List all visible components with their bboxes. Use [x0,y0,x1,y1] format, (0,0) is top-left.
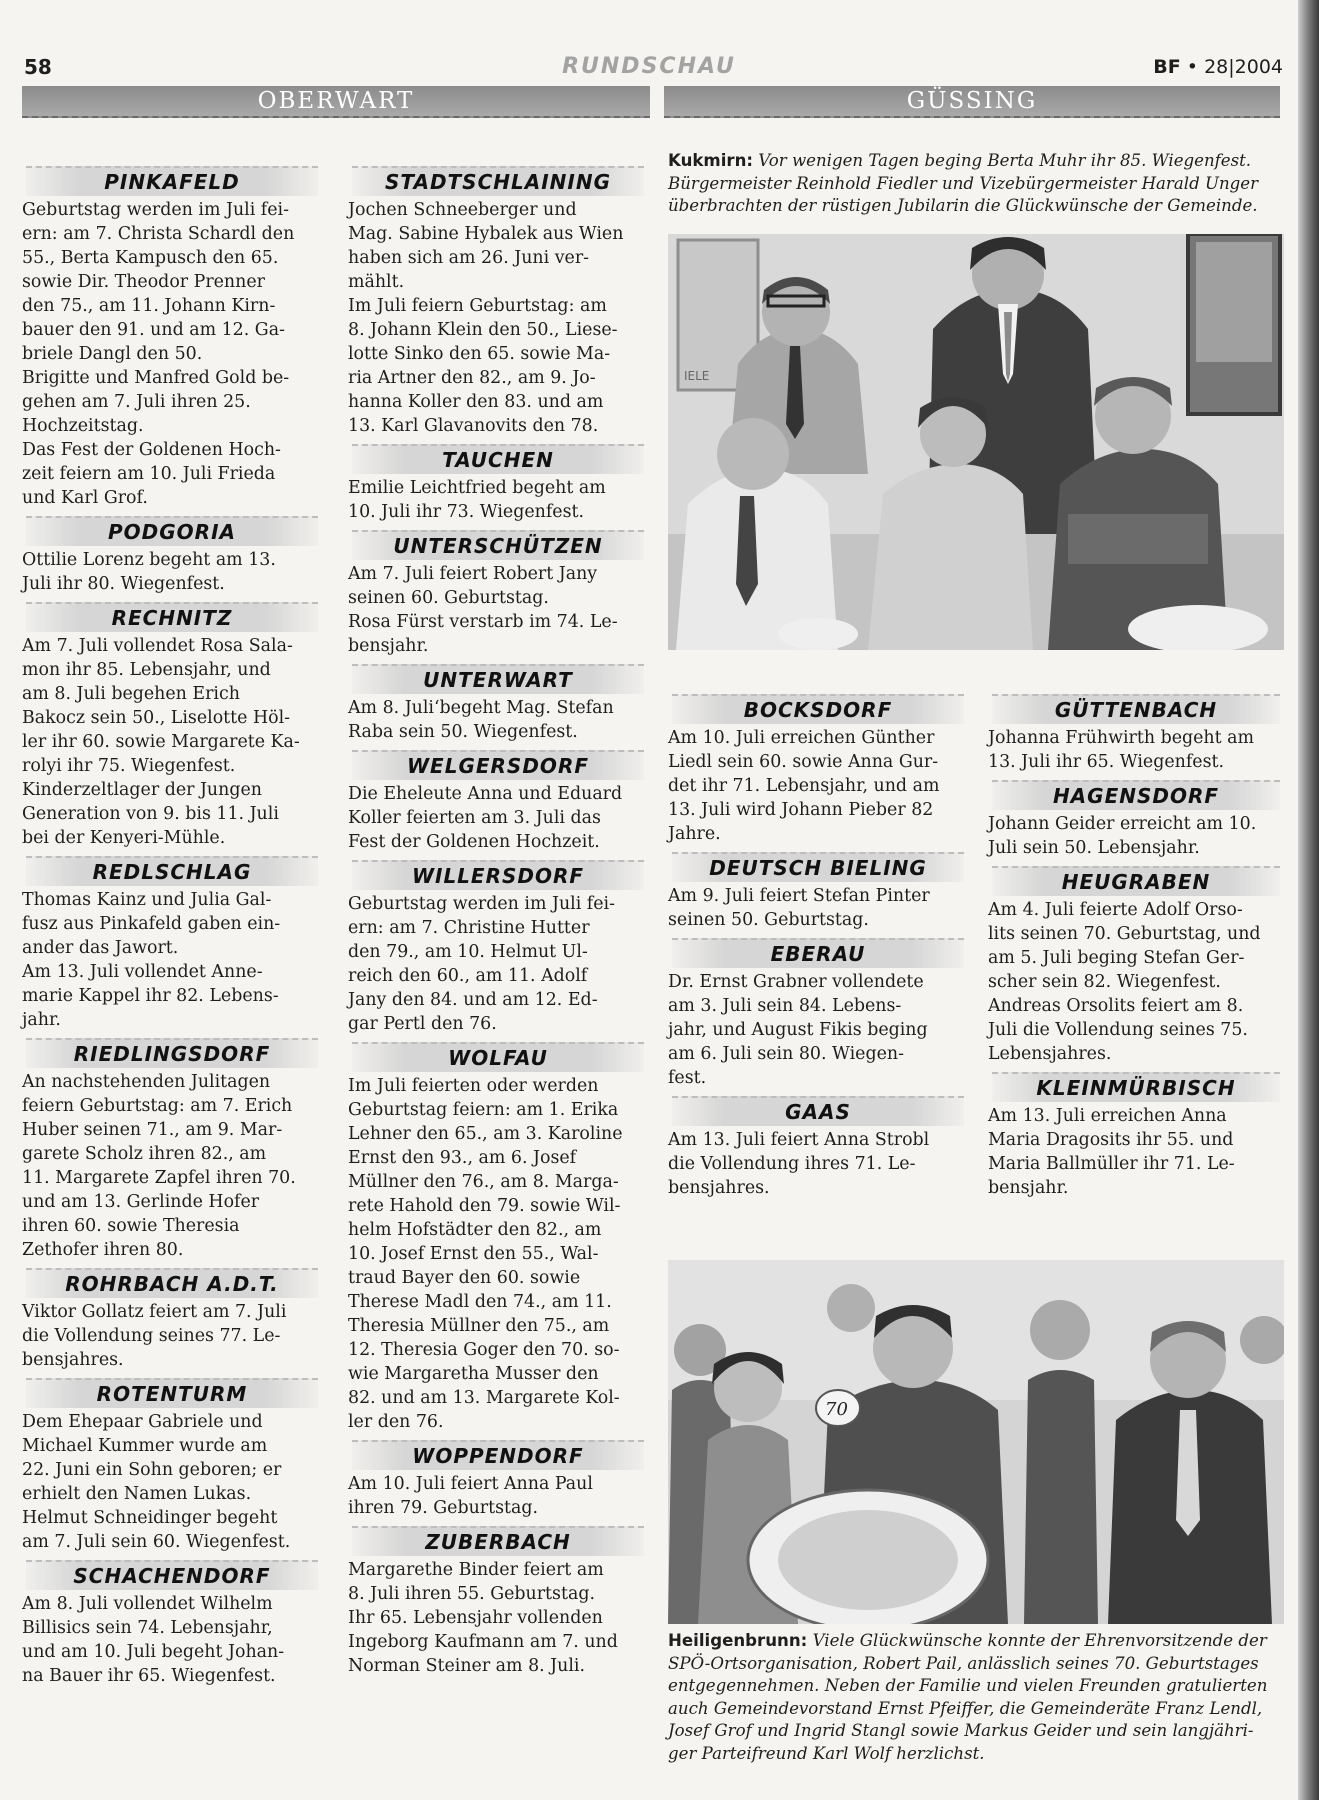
article-podgoria [22,516,322,596]
article-text: Dem Ehepaar Gabriele und Michael Kummer wurde am 22. Juni ein Sohn geboren; er erhielt den Namen Lukas. Helmut Schneidinger begeht am 7. Juli sein 60. Wiegenfest. [22,1412,291,1552]
article-eberau [668,938,968,1090]
article-text: Jochen Schneeberger und Mag. Sabine Hybalek aus Wien haben sich am 26. Juni ver- mählt. Im Juli feiern Geburtstag: am 8. Johann Klein den 50., Liese- lotte Sinko den 65. sowie Ma- ria Artner den 82., am 9. Jo- hanna Koller den 83. und am 13. Karl Glavanovits den 78. [348,200,624,436]
article-heading: WILLERSDORF [352,860,644,890]
article-rechnitz [22,602,322,850]
photo-heiligenbrunn [668,1260,1284,1624]
article-heading: KLEINMÜRBISCH [992,1072,1280,1102]
article-heading: ZUBERBACH [352,1526,644,1556]
caption-text: Viele Glückwünsche konnte der Ehrenvorsitzende der SPÖ-Ortsorganisation, Robert Pail, anlässlich seines 70. Geburtstages entgegennehmen. Neben der Familie und vielen Freunden gratulierten auch Gemeindevorstand Ernst Pfeiffer, die Gemeinderäte Franz Lendl, Josef Grof und Ingrid Stangl sowie Markus Geider und sein langjähri- ger Parteifreund Karl Wolf herzlichst. [668,1631,1268,1763]
article-text: Viktor Gollatz feiert am 7. Juli die Vollendung seines 77. Le- bensjahres. [22,1302,287,1370]
issue-info [1153,56,1283,78]
caption-place: Heiligenbrunn: [668,1631,808,1650]
article-heading: PODGORIA [26,516,318,546]
article-deutsch-bieling [668,852,968,932]
article-heading: WOLFAU [352,1042,644,1072]
article-kleinmuerbisch [988,1072,1284,1200]
article-heading: BOCKSDORF [672,694,964,724]
article-text: Am 13. Juli erreichen Anna Maria Dragosits ihr 55. und Maria Ballmüller ihr 71. Le- bensjahr. [988,1106,1235,1198]
article-text: Dr. Ernst Grabner vollendete am 3. Juli sein 84. Lebens- jahr, und August Fikis beging am 6. Juli sein 80. Wiegen- fest. [668,972,928,1088]
column-1 [22,160,322,1692]
article-rohrbach [22,1268,322,1372]
article-text: Im Juli feierten oder werden Geburtstag feiern: am 1. Erika Lehner den 65., am 3. Karoline Ernst den 93., am 6. Josef Müllner den 76., am 8. Marga- rete Hahold den 79. sowie Wil- helm Hofstädter den 82., am 10. Josef Ernst den 55., Wal- traud Bayer den 60. sowie Therese Madl den 74., am 11. Theresia Müllner den 75., am 12. Theresia Goger den 70. so- wie Margaretha Musser den 82. und am 13. Margarete Kol- ler den 76. [348,1076,623,1432]
article-guettenbach [988,694,1284,774]
article-text: Emilie Leichtfried begeht am 10. Juli ihr 73. Wiegenfest. [348,478,606,522]
article-text: Geburtstag werden im Juli fei- ern: am 7. Christine Hutter den 79., am 10. Helmut Ul- reich den 60., am 11. Adolf Jany den 84. und am 12. Ed- gar Pertl den 76. [348,894,615,1034]
article-heading: WOPPENDORF [352,1440,644,1470]
article-text: Margarethe Binder feiert am 8. Juli ihren 55. Geburtstag. Ihr 65. Lebensjahr vollenden Ingeborg Kaufmann am 7. und Norman Steiner am 8. Juli. [348,1560,618,1676]
photo-kukmirn-image [668,234,1284,650]
photo-kukmirn [668,234,1284,650]
article-heading: UNTERSCHÜTZEN [352,530,644,560]
cake-number: 70 [825,1399,848,1420]
article-text: Johann Geider erreicht am 10. Juli sein 50. Lebensjahr. [988,814,1257,858]
article-heading: PINKAFELD [26,166,318,196]
article-unterschuetzen [348,530,648,658]
column-3 [668,688,968,1204]
column-2 [348,160,648,1682]
article-wolfau [348,1042,648,1434]
article-text: Am 8. Juli‘begeht Mag. Stefan Raba sein 50. Wiegenfest. [348,698,614,742]
article-woppendorf [348,1440,648,1520]
issue-number: 28|2004 [1204,56,1283,78]
article-heading: GAAS [672,1096,964,1126]
article-text: Johanna Frühwirth begeht am 13. Juli ihr 65. Wiegenfest. [988,728,1254,772]
article-zuberbach [348,1526,648,1678]
article-text: Am 9. Juli feiert Stefan Pinter seinen 50. Geburtstag. [668,886,930,930]
article-text: Am 7. Juli feiert Robert Jany seinen 60. Geburtstag. Rosa Fürst verstarb im 74. Le- bensjahr. [348,564,618,656]
region-bar-guessing: GÜSSING [664,86,1280,118]
article-heading: STADTSCHLAINING [352,166,644,196]
article-text: Ottilie Lorenz begeht am 13. Juli ihr 80. Wiegenfest. [22,550,276,594]
article-heading: ROHRBACH A.D.T. [26,1268,318,1298]
article-text: Am 4. Juli feierte Adolf Orso- lits seinen 70. Geburtstag, und am 5. Juli beging Stefan Ger- scher sein 82. Wiegenfest. Andreas Orsolits feiert am 8. Juli die Vollendung seines 75. Lebensjahres. [988,900,1261,1064]
article-redlschlag [22,856,322,1032]
article-heading: RECHNITZ [26,602,318,632]
issue-brand: BF [1153,56,1181,78]
article-schachendorf [22,1560,322,1688]
article-text: An nachstehenden Julitagen feiern Geburtstag: am 7. Erich Huber seinen 71., am 9. Mar- garete Scholz ihren 82., am 11. Margarete Zapfel ihren 70. und am 13. Gerlinde Hofer ihren 60. sowie Theresia Zethofer ihren 80. [22,1072,296,1260]
page-number: 58 [24,55,52,79]
article-text: Thomas Kainz und Julia Gal- fusz aus Pinkafeld gaben ein- ander das Jawort. Am 13. Juli vollendet Anne- marie Kappel ihr 82. Lebens- jahr. [22,890,281,1030]
article-heading: DEUTSCH BIELING [672,852,964,882]
article-text: Geburtstag werden im Juli fei- ern: am 7. Christa Schardl den 55., Berta Kampusch den 65. sowie Dir. Theodor Prenner den 75., am 11. Johann Kirn- bauer den 91. und am 12. Ga- briele Dangl den 50. Brigitte und Manfred Gold be- gehen am 7. Juli ihren 25. Hochzeitstag. Das Fest der Goldenen Hoch- zeit feiern am 10. Juli Frieda und Karl Grof. [22,200,295,508]
article-heugraben [988,866,1284,1066]
article-heading: WELGERSDORF [352,750,644,780]
article-text: Am 8. Juli vollendet Wilhelm Billisics sein 74. Lebensjahr, und am 10. Juli begeht Johan- na Bauer ihr 65. Wiegenfest. [22,1594,285,1686]
article-heading: HAGENSDORF [992,780,1280,810]
article-heading: HEUGRABEN [992,866,1280,896]
article-text: Am 10. Juli feiert Anna Paul ihren 79. Geburtstag. [348,1474,593,1518]
article-bocksdorf [668,694,968,846]
article-text: Am 10. Juli erreichen Günther Liedl sein 60. sowie Anna Gur- det ihr 71. Lebensjahr, und am 13. Juli wird Johann Pieber 82 Jahre. [668,728,940,844]
article-tauchen [348,444,648,524]
article-unterwart [348,664,648,744]
page-edge-shadow [1298,0,1319,1800]
article-welgersdorf [348,750,648,854]
article-stadtschlaining [348,166,648,438]
article-heading: ROTENTURM [26,1378,318,1408]
article-text: Am 13. Juli feiert Anna Strobl die Vollendung ihres 71. Le- bensjahres. [668,1130,930,1198]
article-text: Am 7. Juli vollendet Rosa Sala- mon ihr 85. Lebensjahr, und am 8. Juli begehen Erich Bakocz sein 50., Liselotte Höl- ler ihr 60. sowie Margarete Ka- rolyi ihr 75. Wiegenfest. Kinderzeltlager der Jungen Generation von 9. bis 11. Juli bei der Kenyeri-Mühle. [22,636,300,848]
region-bar-oberwart: OBERWART [22,86,650,118]
article-heading: EBERAU [672,938,964,968]
article-text: Die Eheleute Anna und Eduard Koller feierten am 3. Juli das Fest der Goldenen Hochzeit. [348,784,623,852]
article-heading: GÜTTENBACH [992,694,1280,724]
photo-caption-kukmirn [668,150,1288,218]
wall-sign-text: IELE [684,369,710,383]
article-rotenturm [22,1378,322,1554]
article-willersdorf [348,860,648,1036]
photo-caption-heiligenbrunn [668,1630,1288,1765]
article-pinkafeld [22,166,322,510]
article-heading: RIEDLINGSDORF [26,1038,318,1068]
article-riedlingsdorf [22,1038,322,1262]
photo-heiligenbrunn-image [668,1260,1284,1624]
article-heading: SCHACHENDORF [26,1560,318,1590]
masthead-title: RUNDSCHAU [562,54,736,79]
article-hagensdorf [988,780,1284,860]
article-gaas [668,1096,968,1200]
caption-text: Vor wenigen Tagen beging Berta Muhr ihr 85. Wiegenfest. Bürgermeister Reinhold Fiedler und Vizebürgermeister Harald Unger überbrachten der rüstigen Jubilarin die Glückwünsche der Gemeinde. [668,151,1259,215]
caption-place: Kukmirn: [668,151,754,170]
article-heading: TAUCHEN [352,444,644,474]
article-heading: REDLSCHLAG [26,856,318,886]
article-heading: UNTERWART [352,664,644,694]
issue-separator: • [1186,56,1199,78]
column-4 [988,688,1284,1204]
